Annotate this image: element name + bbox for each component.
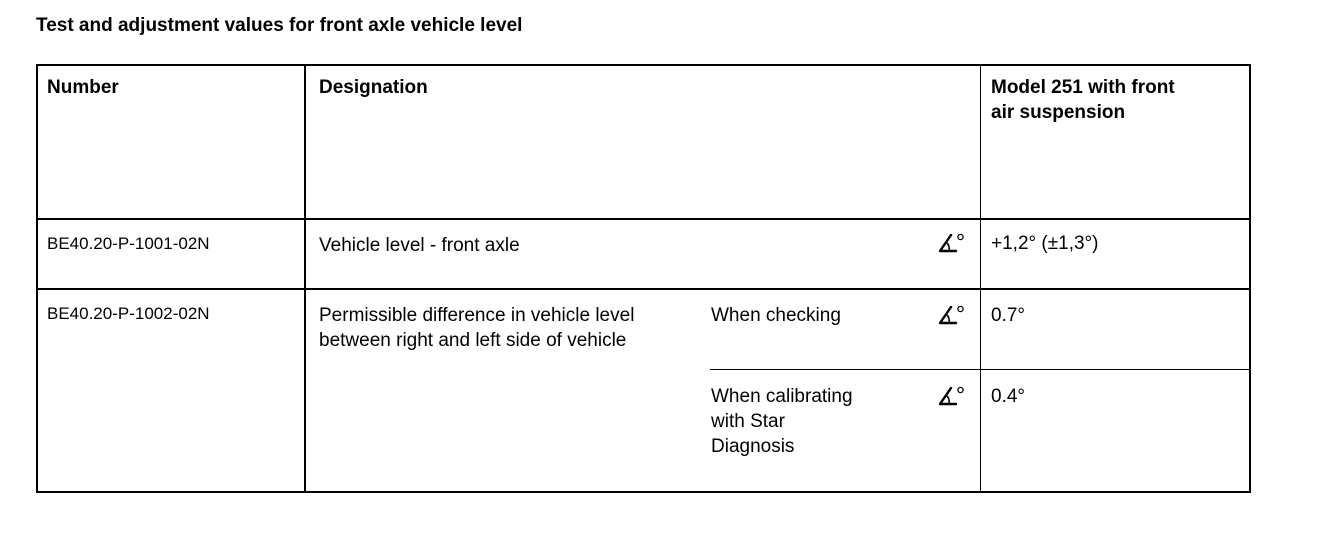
- subrow1-value: 0.7°: [991, 305, 1026, 326]
- page-title: Test and adjustment values for front axle vehicle level: [36, 15, 523, 36]
- table-border-bottom: [36, 491, 1251, 493]
- header-model-line2: air suspension: [991, 102, 1126, 123]
- test-values-table: [36, 64, 1251, 493]
- row2-designation-line2: between right and left side of vehicle: [319, 330, 627, 351]
- row-divider-row1: [36, 288, 1251, 290]
- row2-number: BE40.20-P-1002-02N: [47, 304, 210, 323]
- header-model-line1: Model 251 with front: [991, 77, 1175, 98]
- subrow2-condition-line3: Diagnosis: [711, 436, 795, 457]
- row-divider-subrow: [710, 369, 1251, 370]
- row1-number: BE40.20-P-1001-02N: [47, 234, 210, 253]
- subrow1-condition: When checking: [711, 305, 841, 326]
- column-divider-value: [980, 64, 981, 493]
- table-border-left: [36, 64, 38, 493]
- table-border-top: [36, 64, 1251, 66]
- angle-icon: [938, 304, 966, 326]
- subrow2-value: 0.4°: [991, 386, 1026, 407]
- subrow2-condition-line1: When calibrating: [711, 386, 853, 407]
- angle-icon: [938, 385, 966, 407]
- table-border-right: [1249, 64, 1251, 493]
- row2-designation-line1: Permissible difference in vehicle level: [319, 305, 635, 326]
- angle-icon: [938, 232, 966, 254]
- row1-value: +1,2° (±1,3°): [991, 233, 1099, 254]
- row1-designation: Vehicle level - front axle: [319, 235, 520, 256]
- header-designation: Designation: [319, 77, 428, 98]
- subrow2-condition-line2: with Star: [711, 411, 785, 432]
- row-divider-header: [36, 218, 1251, 220]
- column-divider-number: [304, 64, 306, 493]
- header-number: Number: [47, 77, 119, 98]
